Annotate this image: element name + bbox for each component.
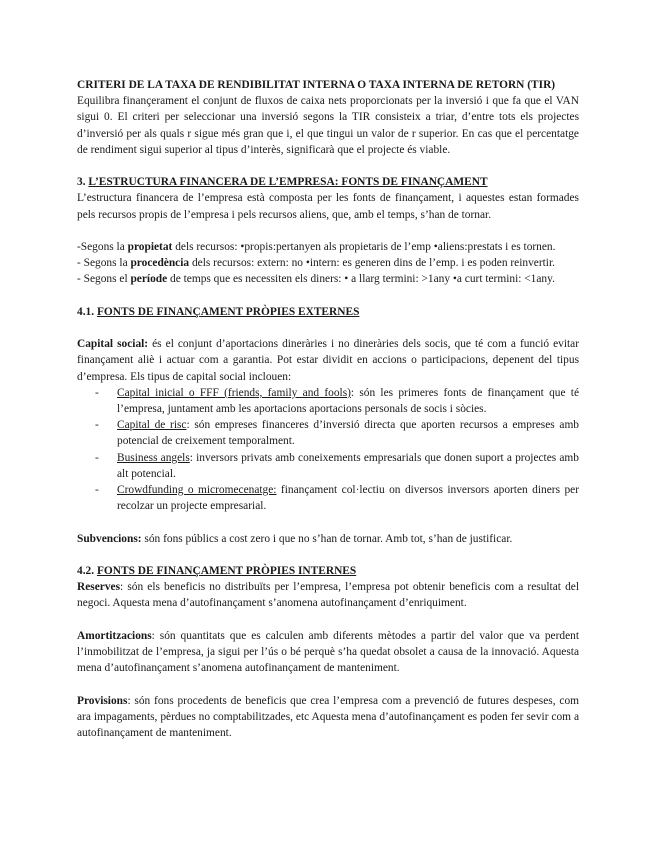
list-item (117, 385, 579, 417)
reserves-label: Reserves (77, 581, 121, 594)
criteria-prefix: -Segons la (77, 241, 128, 253)
criteria-prefix: - Segons el (77, 273, 131, 286)
section3-heading (77, 174, 579, 190)
tir-heading: CRITERI DE LA TAXA DE RENDIBILITAT INTERNA O TAXA INTERNA DE RETORN (TIR) (77, 79, 556, 91)
subvencions-label: Subvencions: (77, 532, 142, 545)
list-item-desc: : són les primeres fonts de finançament que té l’empresa, juntament amb les aportacions aportacions personals de socis i sòcies. (117, 386, 579, 415)
section42-number: 4.2. (77, 565, 95, 577)
list-item (117, 417, 579, 449)
reserves-body: : són els beneficis no distribuïts per l’empresa, l’empresa pot obtenir beneficis com a resultat del negoci. Aquesta mena d’autofinançament s’anomena autofinançament d’enriquiment. (77, 581, 579, 610)
section3-title: L’ESTRUCTURA FINANCERA DE L’EMPRESA: FONTS DE FINANÇAMENT (88, 176, 488, 189)
criteria-rest: dels recursos: •propis:pertanyen als propietaris de l’emp •aliens:prestats i es tornen. (172, 241, 556, 253)
provisions-label: Provisions (77, 694, 128, 707)
list-item-term: Crowdfunding o micromecenatge: (117, 484, 277, 497)
section3-number: 3. (77, 176, 86, 189)
subvencions-body: són fons públics a cost zero i que no s’han de tornar. Amb tot, s’han de justificar. (141, 532, 513, 545)
reserves-paragraph (77, 579, 579, 611)
criteria-line (77, 255, 579, 271)
capital-social-paragraph (77, 336, 579, 385)
criteria-line (77, 271, 579, 287)
section42-title: FONTS DE FINANÇAMENT PRÒPIES INTERNES (96, 565, 357, 577)
criteria-rest: dels recursos: extern: no •intern: es generen dins de l’emp. i es poden reinvertir. (189, 257, 555, 270)
list-item-term: Capital de risc (117, 419, 187, 432)
criteria-key: propietat (127, 241, 173, 253)
criteria-rest: de temps que es necessiten els diners: • a llarg termini: >1any •a curt termini: <1any. (167, 273, 555, 286)
list-item-desc: : inversors privats amb coneixements empresarials que donen suport a projectes amb alt potencial. (117, 451, 579, 480)
list-item (117, 482, 579, 514)
provisions-body: : són fons procedents de beneficis que crea l’empresa com a prevenció de futures despeses, com ara impagaments, pèrdues no comptabilitzades, etc Aquesta mena d’autofinançament es poden fer sevir com a autofinançament de manteniment. (77, 694, 579, 739)
list-item-desc: finançament col·lectiu on diversos inversors aporten diners per recolzar un projecte empresarial. (117, 484, 580, 513)
criteria-list (77, 239, 579, 288)
criteria-prefix: - Segons la (77, 257, 131, 270)
list-item-desc: : són empreses financeres d’inversió directa que aporten recursos a empreses amb potencial de creixement temporalment. (117, 419, 580, 448)
section3-body: L’estructura financera de l’empresa està composta per les fonts de finançament, i aquestes estan formades pels recursos propis de l’empresa i pels recursos aliens, que, amb el temps, s’han de tornar. (77, 192, 579, 221)
capital-social-body: és el conjunt d’aportacions dineràries i no dineràries dels socis, que té com a funció evitar finançament aliè i actuar com a garantia. Pot estar dividit en accions o participacions, depenent del tipus d’empresa. Els tipus de capital social inclouen: (77, 338, 579, 383)
subvencions-paragraph (77, 531, 579, 547)
amortitzacions-label: Amortitzacions (77, 629, 152, 642)
capital-types-list (77, 385, 579, 515)
list-item-term: Capital inicial o FFF (friends, family and fools) (117, 386, 351, 399)
criteria-line (77, 239, 579, 255)
section41-title: FONTS DE FINANÇAMENT PRÒPIES EXTERNES (96, 305, 360, 318)
capital-social-label: Capital social: (77, 338, 149, 351)
list-item (117, 450, 579, 482)
amortitzacions-paragraph (77, 628, 579, 677)
provisions-paragraph (77, 693, 579, 742)
criteria-key: procedència (130, 257, 190, 270)
section41-number: 4.1. (77, 305, 95, 318)
section41-heading (77, 304, 579, 320)
tir-body: Equilibra finançerament el conjunt de fluxos de caixa nets proporcionats per la inversió i que fa que el VAN sigui 0. El criteri per seleccionar una inversió segons la TIR consisteix a triar, d’entre tots els projectes d’inversió per als quals r sigue més gran que i, el que tingui un valor de r superior. En cas que el percentatge de rendiment sigui superior al tipus d’interès, significarà que el projecte és viable. (77, 95, 579, 156)
section42-heading (77, 563, 579, 579)
document-page (77, 77, 579, 741)
list-item-term: Business angels (117, 451, 190, 464)
criteria-key: període (130, 273, 168, 286)
amortitzacions-body: : són quantitats que es calculen amb diferents mètodes a partir del valor que va perdent l’inmobilitzat de l’empresa, ja sigui per l’ús o bé perquè s’ha quedat obsolet a causa de la innovació. Aquesta mena d’autofinançament s’anomena autofinançament de manteniment. (77, 629, 579, 675)
